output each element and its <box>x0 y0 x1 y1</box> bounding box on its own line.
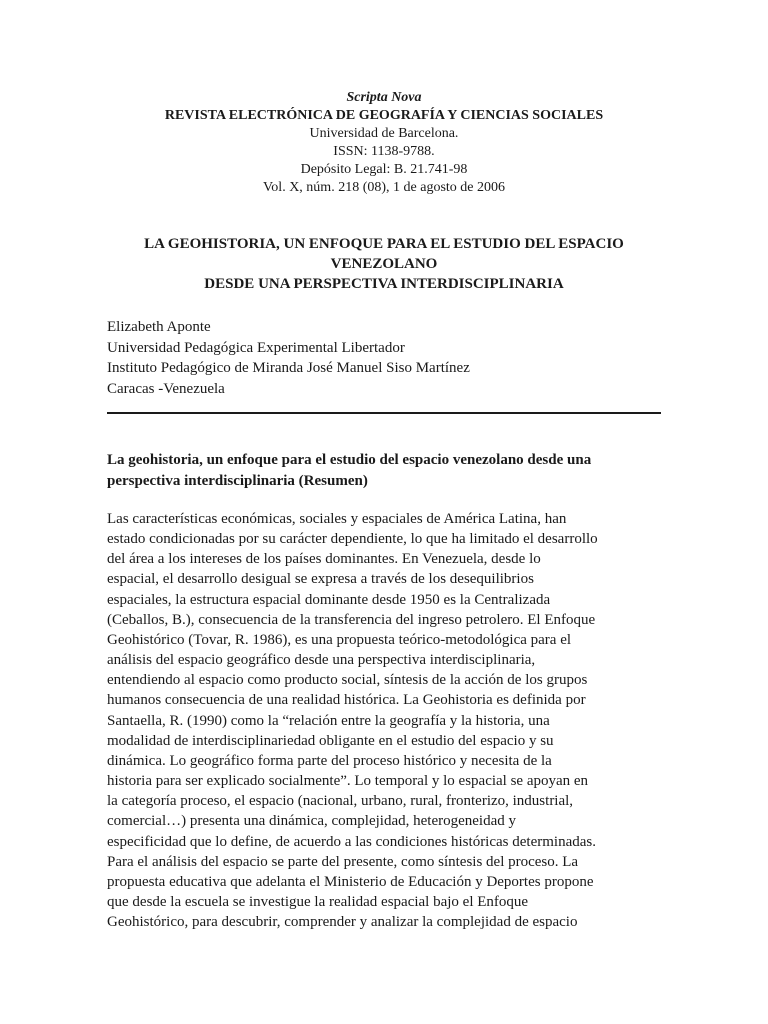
abstract-line: Santaella, R. (1990) como la “relación entre la geografía y la historia, una <box>107 712 550 729</box>
abstract-heading-line-1: La geohistoria, un enfoque para el estudio del espacio venezolano desde una <box>107 452 592 468</box>
abstract-heading <box>107 450 661 492</box>
author-name: Elizabeth Aponte <box>107 319 211 335</box>
author-affiliation-2: Instituto Pedagógico de Miranda José Manuel Siso Martínez <box>107 360 470 376</box>
title-line-1: LA GEOHISTORIA, UN ENFOQUE PARA EL ESTUDIO DEL ESPACIO <box>144 236 624 252</box>
abstract-line: Para el análisis del espacio se parte del presente, como síntesis del proceso. La <box>107 853 579 870</box>
journal-name: Scripta Nova <box>346 90 422 105</box>
abstract-line: estado condicionadas por su carácter dependiente, lo que ha limitado el desarrollo <box>107 531 598 548</box>
title-line-3: DESDE UNA PERSPECTIVA INTERDISCIPLINARIA <box>204 276 564 292</box>
volume-info: Vol. X, núm. 218 (08), 1 de agosto de 2006 <box>263 180 505 195</box>
abstract-line: comercial…) presenta una dinámica, complejidad, heterogeneidad y <box>107 813 516 830</box>
abstract-line: especificidad que lo define, de acuerdo a las condiciones históricas determinadas. <box>107 833 596 850</box>
abstract-line: entendiendo al espacio como producto social, síntesis de la acción de los grupos <box>107 672 588 689</box>
abstract-line: Geohistórico, para descubrir, comprender y analizar la complejidad de espacio <box>107 914 578 931</box>
author-location: Caracas -Venezuela <box>107 380 225 397</box>
abstract-body <box>107 509 661 932</box>
abstract-line: dinámica. Lo geográfico forma parte del proceso histórico y necesita de la <box>107 752 552 769</box>
masthead <box>107 89 661 197</box>
author-block <box>107 317 661 399</box>
university: Universidad de Barcelona. <box>309 126 459 141</box>
abstract-line: Geohistórico (Tovar, R. 1986), es una propuesta teórico-metodológica para el <box>107 631 572 648</box>
abstract-line: del área a los intereses de los países dominantes. En Venezuela, desde lo <box>107 551 541 568</box>
abstract-line: que desde la escuela se investigue la realidad espacial bajo el Enfoque <box>107 893 529 910</box>
abstract-line: análisis del espacio geográfico desde una perspectiva interdisciplinaria, <box>107 652 536 669</box>
journal-subtitle: REVISTA ELECTRÓNICA DE GEOGRAFÍA Y CIENCIAS SOCIALES <box>164 108 604 123</box>
abstract-line: espacial, el desarrollo desigual se expresa a través de los desequilibrios <box>107 571 534 588</box>
title-line-2: VENEZOLANO <box>330 256 438 272</box>
abstract-line: humanos consecuencia de una realidad histórica. La Geohistoria es definida por <box>107 692 586 709</box>
abstract-line: (Ceballos, B.), consecuencia de la transferencia del ingreso petrolero. El Enfoque <box>107 611 596 628</box>
abstract-heading-line-2: perspectiva interdisciplinaria (Resumen) <box>107 473 368 489</box>
horizontal-rule <box>107 412 661 414</box>
article-title <box>107 234 661 294</box>
author-affiliation-1: Universidad Pedagógica Experimental Libertador <box>107 339 405 356</box>
abstract-line: espaciales, la estructura espacial dominante desde 1950 es la Centralizada <box>107 591 551 608</box>
abstract-line: la categoría proceso, el espacio (nacional, urbano, rural, fronterizo, industrial, <box>107 793 574 810</box>
abstract-line: propuesta educativa que adelanta el Ministerio de Educación y Deportes propone <box>107 873 594 890</box>
deposito-legal: Depósito Legal: B. 21.741-98 <box>300 162 468 177</box>
abstract-line: modalidad de interdisciplinariedad obligante en el estudio del espacio y su <box>107 732 554 749</box>
issn: ISSN: 1138-9788. <box>333 144 435 159</box>
abstract-line: historia para ser explicado socialmente”. Lo temporal y lo espacial se apoyan en <box>107 773 589 790</box>
abstract-line: Las características económicas, sociales y espaciales de América Latina, han <box>107 511 567 527</box>
